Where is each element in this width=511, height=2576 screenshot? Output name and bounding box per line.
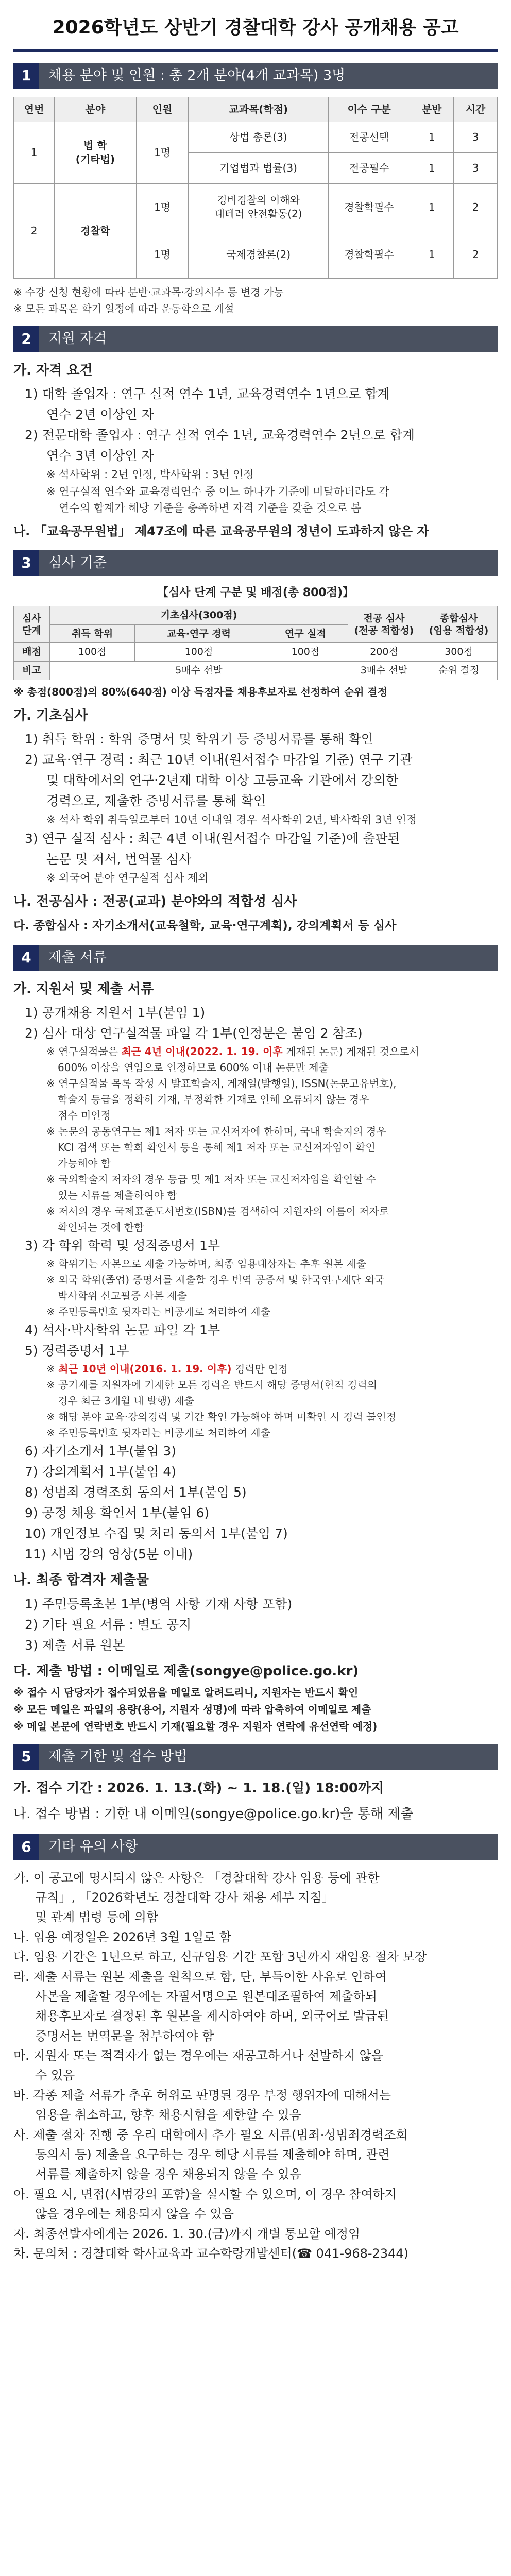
notice-line: 가. 이 공고에 명시되지 않은 사항은 「경찰대학 강사 임용 등에 관한 — [13, 1870, 380, 1885]
cell-class: 1 — [410, 231, 454, 278]
final-docs-heading: 나. 최종 합격자 제출물 — [13, 1572, 149, 1588]
notice-line: 수 있음 — [35, 2068, 75, 2083]
score-table-caption: 【심사 단계 구분 및 배점(총 800점)】 — [157, 586, 354, 599]
header-research: 연구 실적 — [263, 624, 348, 643]
cell-subject: 국제경찰론(2) — [189, 231, 329, 278]
warning-line: ※ 접수 시 담당자가 접수되었음을 메일로 알려드리니, 지원자는 반드시 확인 — [13, 1686, 359, 1699]
notice-line: 나. 임용 예정일은 2026년 3월 1일로 함 — [13, 1929, 232, 1944]
section-4-header — [13, 945, 498, 971]
review-item: 1) 취득 학위 : 학위 증명서 및 학위기 등 증빙서류를 통해 확인 — [25, 732, 373, 747]
recruitment-table — [13, 97, 498, 279]
review-item: 2) 교육·연구 경력 : 최근 10년 이내(원서접수 마감일 기준) 연구 기관 — [25, 752, 413, 768]
header-class: 분반 — [410, 97, 454, 122]
section-6-title: 기타 유의 사항 — [39, 1834, 498, 1860]
final-doc-item: 3) 제출 서류 원본 — [25, 1637, 125, 1653]
header-field: 분야 — [55, 97, 136, 122]
section-1-title: 채용 분야 및 인원 : 총 2개 분야(4개 교과목) 3명 — [39, 63, 498, 89]
document-note: ※ 국외학술지 저자의 경우 등급 및 제1 저자 또는 교신저자임을 확인할 수 — [46, 1173, 377, 1186]
notice-line: 사본을 제출할 경우에는 자필서명으로 원본대조필하여 제출하되 — [35, 1989, 378, 2004]
cell-class: 1 — [410, 183, 454, 231]
document-note: ※ 학위기는 사본으로 제출 가능하며, 최종 임용대상자는 추후 원본 제출 — [46, 1258, 367, 1270]
cell-field: 경찰학 — [55, 183, 136, 278]
basic-review-heading: 가. 기초심사 — [13, 707, 88, 723]
cell-score: 100점 — [135, 643, 263, 662]
section-2-number: 2 — [13, 326, 39, 352]
research-note-prefix: ※ 연구실적물은 — [46, 1045, 122, 1058]
review-item: 경력으로, 제출한 증빙서류를 통해 확인 — [46, 793, 266, 809]
research-note-highlight: 최근 4년 이내(2022. 1. 19. 이후 — [121, 1045, 283, 1058]
document-item: 11) 시범 강의 영상(5분 이내) — [25, 1547, 193, 1562]
notice-line: 마. 지원자 또는 적격자가 없는 경우에는 재공고하거나 선발하지 않을 — [13, 2048, 383, 2063]
submission-channel: 나. 접수 방법 : 기한 내 이메일(songye@police.go.kr)을 통해 제출 — [13, 1806, 414, 1822]
document-note: ※ 외국 학위(졸업) 증명서를 제출할 경우 번역 공증서 및 한국연구재단 외국 — [46, 1274, 385, 1286]
section-4-title: 제출 서류 — [39, 945, 498, 971]
document-item: 7) 강의계획서 1부(붙임 4) — [25, 1464, 177, 1480]
cell-hours: 3 — [454, 122, 498, 152]
document-item: 5) 경력증명서 1부 — [25, 1343, 129, 1359]
notice-line: 차. 문의처 : 경찰대학 학사교육과 교수학랑개발센터(☎ 041-968-2344) — [13, 2246, 408, 2261]
header-basic: 기초심사(300점) — [50, 606, 348, 625]
notice-line: 사. 제출 절차 진행 중 우리 대학에서 추가 필요 서류(범죄·성범죄경력조회 — [13, 2127, 408, 2142]
document-note: ※ 공기제를 지원자에 기재한 모든 경력은 반드시 해당 증명서(현직 경력의 — [46, 1379, 378, 1392]
document-note: 600% 이상을 연임으로 인정하므로 600% 이내 논문만 제출 — [58, 1061, 329, 1074]
document-note: 확인되는 것에 한함 — [58, 1221, 144, 1234]
total-review: 다. 종합심사 : 자기소개서(교육철학, 교육·연구계획), 강의계획서 등 심사 — [13, 919, 397, 933]
cell-type: 전공선택 — [328, 122, 410, 152]
notice-line: 및 관계 법령 등에 의함 — [35, 1910, 159, 1925]
cell-count: 1명 — [136, 183, 189, 231]
cell-note: 순위 결정 — [420, 662, 498, 680]
notice-line: 채용후보자로 결정된 후 원본을 제시하여야 하며, 외국어로 발급된 — [35, 2009, 389, 2024]
warning-line: ※ 모든 메일은 파일의 용량(용어, 지원자 성명)에 따라 압축하여 이메일로 제출 — [13, 1703, 371, 1716]
table-header-row — [14, 97, 498, 122]
header-degree: 취득 학위 — [50, 624, 135, 643]
section-6-number: 6 — [13, 1834, 39, 1860]
final-doc-item: 1) 주민등록초본 1부(병역 사항 기재 사항 포함) — [25, 1596, 293, 1612]
document-item: 3) 각 학위 학력 및 성적증명서 1부 — [25, 1238, 220, 1253]
notice-line: 동의서 등) 제출을 요구하는 경우 해당 서류를 제출해야 하며, 관련 — [35, 2147, 390, 2162]
title-area — [13, 0, 498, 49]
section-1-notes — [13, 284, 498, 317]
cell-field: 법 학 (기타법) — [55, 122, 136, 183]
qualification-subnote: ※ 연구실적 연수와 교육경력연수 중 어느 하나가 기준에 미달하더라도 각 — [46, 485, 389, 498]
review-item: 논문 및 저서, 번역물 심사 — [46, 851, 192, 867]
document-item: 4) 석사·박사학위 논문 파일 각 1부 — [25, 1323, 220, 1338]
cell-score: 300점 — [420, 643, 498, 662]
qualification-heading: 가. 자격 요건 — [13, 362, 93, 378]
document-item: 10) 개인정보 수집 및 처리 동의서 1부(붙임 7) — [25, 1526, 288, 1541]
table-row — [14, 662, 498, 680]
cell-no: 2 — [14, 183, 55, 278]
header-stage: 심사 단계 — [14, 606, 50, 643]
title-divider — [13, 49, 498, 52]
score-header-row — [14, 606, 498, 625]
review-subnote: ※ 외국어 분야 연구실적 심사 제외 — [46, 871, 209, 884]
page-title: 2026학년도 상반기 경찰대학 강사 공개채용 공고 — [52, 17, 459, 38]
document-item: 2) 심사 대상 연구실적물 파일 각 1부(인정분은 붙임 2 참조) — [25, 1026, 363, 1041]
document-item: 8) 성범죄 경력조회 동의서 1부(붙임 5) — [25, 1485, 247, 1500]
cell-note: 3배수 선발 — [348, 662, 420, 680]
qualification-item: 연수 3년 이상인 자 — [46, 448, 154, 464]
warning-line: ※ 메일 본문에 연락번호 반드시 기재(필요할 경우 지원자 연락에 유선연락 예정) — [13, 1720, 378, 1733]
cell-type: 전공필수 — [328, 152, 410, 183]
header-hours: 시간 — [454, 97, 498, 122]
section-5-title: 제출 기한 및 접수 방법 — [39, 1744, 498, 1770]
notice-line: 다. 임용 기간은 1년으로 하고, 신규임용 기간 포함 3년까지 재임용 절차 보장 — [13, 1950, 427, 1964]
section-2-title: 지원 자격 — [39, 326, 498, 352]
document-note: 점수 미인정 — [58, 1109, 111, 1122]
document-note: 있는 서류를 제출하여야 함 — [58, 1189, 177, 1202]
document-note: ※ 논문의 공동연구는 제1 저자 또는 교신저자에 한하며, 국내 학술지의 경우 — [46, 1125, 386, 1138]
submission-period: 가. 접수 기간 : 2026. 1. 13.(화) ~ 1. 18.(일) 18:00까지 — [13, 1780, 384, 1796]
document-note: ※ 연구실적물 목록 작성 시 발표학술지, 게재일(발행일), ISSN(논문고유번호), — [46, 1077, 397, 1090]
notice-line: 않을 경우에는 채용되지 않을 수 있음 — [35, 2207, 234, 2222]
career-note-highlight: 최근 10년 이내(2016. 1. 19. 이후) — [58, 1363, 232, 1376]
cell-score: 100점 — [263, 643, 348, 662]
note-line: ※ 모든 과목은 학기 일정에 따라 운동학으로 개설 — [13, 302, 234, 315]
retirement-condition: 나. 「교육공무원법」 제47조에 따른 교육공무원의 정년이 도과하지 않은 자 — [13, 523, 429, 538]
cell-class: 1 — [410, 122, 454, 152]
header-subject: 교과목(학점) — [189, 97, 329, 122]
document-note: ※ 주민등록번호 뒷자리는 비공개로 처리하여 제출 — [46, 1427, 270, 1439]
header-total: 종합심사 (임용 적합성) — [420, 606, 498, 643]
document-note: 박사학위 신고필증 사본 제출 — [58, 1290, 187, 1302]
career-note-prefix: ※ — [46, 1363, 59, 1376]
section-4-number: 4 — [13, 945, 39, 971]
document-note: ※ 해당 분야 교육·강의경력 및 기간 확인 가능해야 하며 미확인 시 경력 불인정 — [46, 1411, 397, 1423]
review-subnote: ※ 석사 학위 취득일로부터 10년 이내일 경우 석사학위 2년, 박사학위 3년 인정 — [46, 814, 417, 826]
qualification-subnote: 연수의 합계가 해당 기준을 충족하면 자격 기준을 갖춘 것으로 봄 — [59, 502, 362, 515]
header-no: 연번 — [14, 97, 55, 122]
section-1-number: 1 — [13, 63, 39, 89]
career-note-suffix: 경력만 인정 — [231, 1363, 288, 1376]
cell-score: 100점 — [50, 643, 135, 662]
table-row — [14, 183, 498, 231]
document-item: 6) 자기소개서 1부(붙임 3) — [25, 1444, 177, 1459]
cell-hours: 2 — [454, 183, 498, 231]
header-major: 전공 심사 (전공 적합성) — [348, 606, 420, 643]
document-item: 1) 공개채용 지원서 1부(붙임 1) — [25, 1005, 206, 1021]
research-note-suffix: 게재된 논문) 게재된 것으로서 — [282, 1045, 419, 1058]
cell-count: 1명 — [136, 231, 189, 278]
section-2-header — [13, 326, 498, 352]
submission-method: 다. 제출 방법 : 이메일로 제출(songye@police.go.kr) — [13, 1663, 359, 1679]
cell-type: 경찰학필수 — [328, 183, 410, 231]
documents-heading: 가. 지원서 및 제출 서류 — [13, 981, 154, 997]
table-row — [14, 643, 498, 662]
cell-class: 1 — [410, 152, 454, 183]
cell-hours: 3 — [454, 152, 498, 183]
document-note: 가능해야 함 — [58, 1157, 111, 1170]
document-note — [13, 1044, 498, 1060]
notice-line: 자. 최종선발자에게는 2026. 1. 30.(금)까지 개별 통보할 예정임 — [13, 2226, 361, 2241]
cell-no: 1 — [14, 122, 55, 183]
section-6-header — [13, 1834, 498, 1860]
document-note: 학술지 등급을 정확히 기재, 부정확한 기재로 인해 오류되지 않는 경우 — [58, 1093, 369, 1106]
header-type: 이수 구분 — [328, 97, 410, 122]
note-line: ※ 수강 신청 현황에 따라 분반·교과목·강의시수 등 변경 가능 — [13, 285, 284, 298]
document-item: 9) 공정 채용 확인서 1부(붙임 6) — [25, 1505, 210, 1521]
header-career: 교육·연구 경력 — [135, 624, 263, 643]
notice-line: 증명서는 번역문을 첨부하여야 함 — [35, 2028, 214, 2043]
section-5-number: 5 — [13, 1744, 39, 1770]
document-note: 경우 최근 3개월 내 발행) 제출 — [58, 1395, 194, 1408]
notice-line: 서류를 제출하지 않을 경우 채용되지 않을 수 있음 — [35, 2167, 302, 2182]
major-review: 나. 전공심사 : 전공(교과) 분야와의 적합성 심사 — [13, 894, 297, 910]
document-note: ※ 저서의 경우 국제표준도서번호(ISBN)를 검색하여 지원자의 이름이 저자로 — [46, 1205, 389, 1218]
score-threshold-note: ※ 총점(800점)의 80%(640점) 이상 득점자를 채용후보자로 선정하여 순위 결정 — [13, 685, 388, 698]
final-doc-item: 2) 기타 필요 서류 : 별도 공지 — [25, 1617, 192, 1632]
cell-note: 5배수 선발 — [50, 662, 348, 680]
section-3-header — [13, 550, 498, 576]
cell-hours: 2 — [454, 231, 498, 278]
notice-line: 임용을 취소하고, 향후 채용시험을 제한할 수 있음 — [35, 2108, 302, 2123]
qualification-item: 연수 2년 이상인 자 — [46, 407, 154, 422]
notice-list — [13, 1868, 498, 2264]
section-3-title: 심사 기준 — [39, 550, 498, 576]
review-item: 및 대학에서의 연구·2년제 대학 이상 고등교육 기관에서 강의한 — [46, 773, 399, 788]
row-label-score: 배점 — [14, 643, 50, 662]
qualification-subnote: ※ 석사학위 : 2년 인정, 박사학위 : 3년 인정 — [46, 468, 254, 481]
header-count: 인원 — [136, 97, 189, 122]
document-note: ※ 주민등록번호 뒷자리는 비공개로 처리하여 제출 — [46, 1306, 270, 1318]
notice-line: 아. 필요 시, 면접(시범강의 포함)을 실시할 수 있으며, 이 경우 참여하지 — [13, 2187, 397, 2201]
score-table — [13, 606, 498, 680]
cell-type: 경찰학필수 — [328, 231, 410, 278]
document-note: KCI 검색 또는 학회 확인서 등을 통해 제1 저자 또는 교신저자임이 확인 — [58, 1141, 376, 1154]
cell-subject: 기업법과 법률(3) — [189, 152, 329, 183]
qualification-item: 2) 전문대학 졸업자 : 연구 실적 연수 1년, 교육경력연수 2년으로 합계 — [25, 428, 415, 443]
document-note — [13, 1361, 498, 1377]
cell-count: 1명 — [136, 122, 189, 183]
section-1-header — [13, 63, 498, 89]
cell-subject: 경비경찰의 이해와 대테러 안전활동(2) — [189, 183, 329, 231]
table-row — [14, 122, 498, 152]
page-bottom-space — [13, 2263, 498, 2276]
notice-line: 규칙」, 「2026학년도 경찰대학 강사 채용 세부 지침」 — [35, 1890, 334, 1905]
notice-line: 바. 각종 제출 서류가 추후 허위로 판명된 경우 부정 행위자에 대해서는 — [13, 2088, 391, 2103]
row-label-note: 비고 — [14, 662, 50, 680]
qualification-item: 1) 대학 졸업자 : 연구 실적 연수 1년, 교육경력연수 1년으로 합계 — [25, 386, 390, 402]
review-item: 3) 연구 실적 심사 : 최근 4년 이내(원서접수 마감일 기준)에 출판된 — [25, 831, 400, 846]
cell-score: 200점 — [348, 643, 420, 662]
section-5-header — [13, 1744, 498, 1770]
notice-line: 라. 제출 서류는 원본 제출을 원칙으로 함, 단, 부득이한 사유로 인하여 — [13, 1969, 387, 1984]
section-3-number: 3 — [13, 550, 39, 576]
cell-subject: 상법 총론(3) — [189, 122, 329, 152]
